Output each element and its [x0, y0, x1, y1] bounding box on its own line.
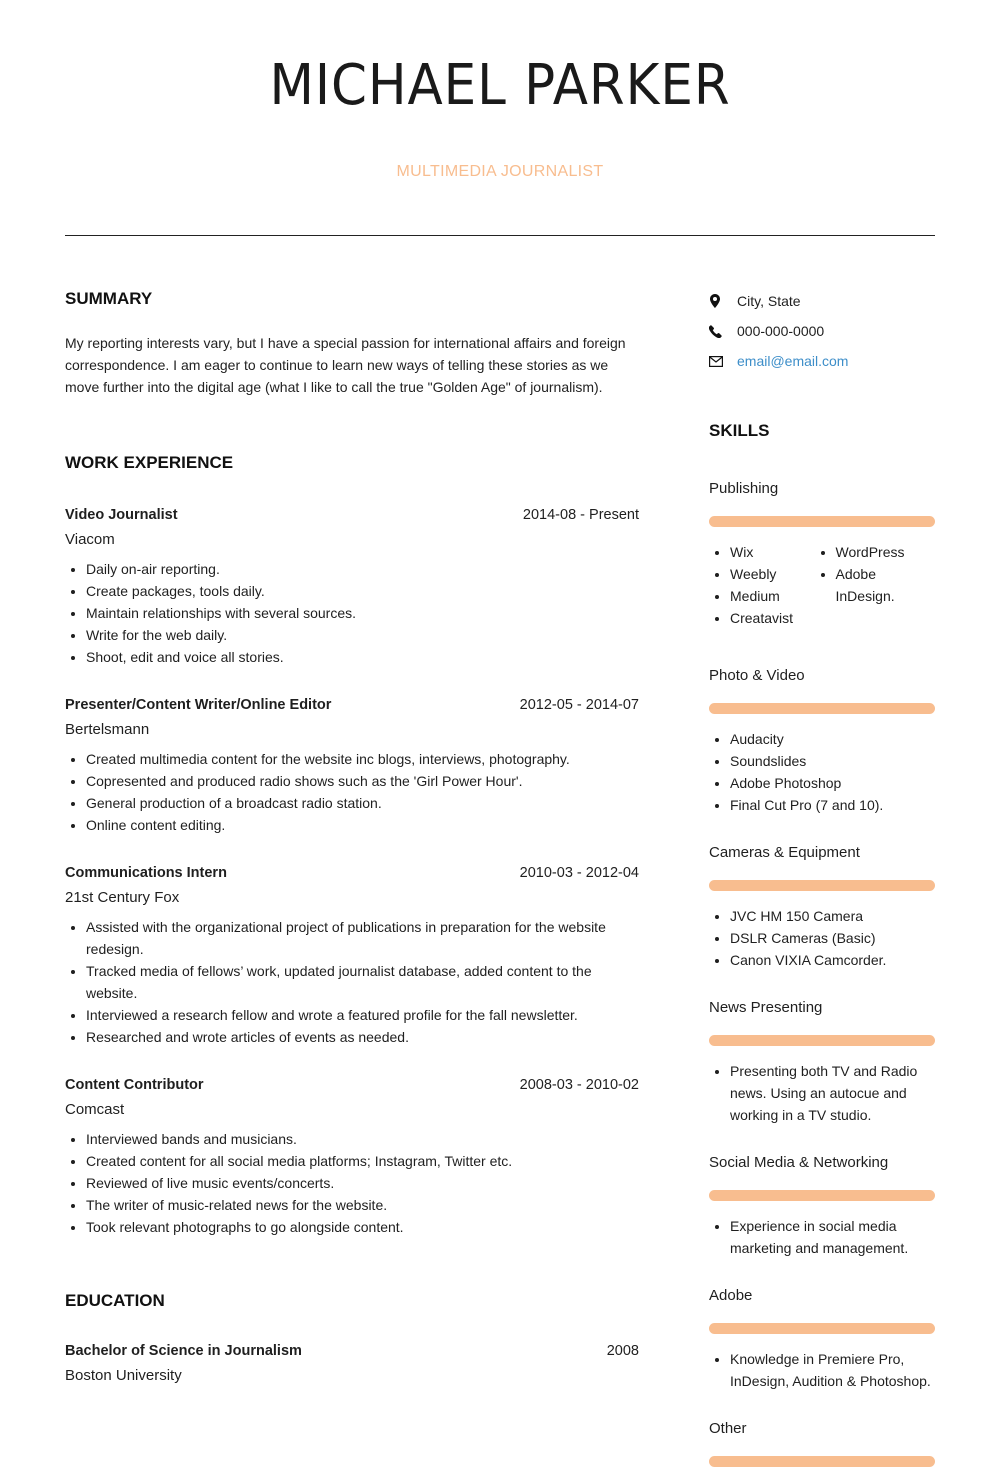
job-list — [65, 504, 639, 1238]
skill-category — [709, 997, 935, 1126]
job-dates: 2008-03 - 2010-02 — [519, 1077, 639, 1093]
school: Boston University — [65, 1367, 182, 1384]
job-bullets — [65, 916, 639, 1048]
job-bullet: • Interviewed a research fellow and wrote a featured profile for the fall newsletter. — [86, 1004, 639, 1026]
email-link[interactable]: email@email.com — [737, 353, 849, 369]
summary-heading: SUMMARY — [65, 289, 153, 308]
skill-level-bar — [709, 1456, 935, 1467]
job-dates: 2014-08 - Present — [522, 507, 639, 523]
skill-level-bar — [709, 1190, 935, 1201]
skill-level-bar — [709, 1323, 935, 1334]
skill-item: • Creatavist — [730, 607, 830, 629]
job-bullet: • Interviewed bands and musicians. — [86, 1128, 639, 1150]
skill-item: • Presenting both TV and Radio news. Using an autocue and working in a TV studio. — [730, 1060, 935, 1126]
candidate-name: MICHAEL PARKER — [269, 53, 731, 118]
skills-list — [709, 478, 935, 1467]
graduation-year: 2008 — [606, 1343, 639, 1359]
skill-item: • Final Cut Pro (7 and 10). — [730, 794, 935, 816]
skill-level-bar — [709, 703, 935, 714]
contact-location: City, State — [709, 286, 935, 316]
job-bullet: • Maintain relationships with several sources. — [86, 602, 639, 624]
skill-level-bar — [709, 1035, 935, 1046]
skill-items — [709, 1348, 935, 1392]
job-bullet: • Created content for all social media platforms; Instagram, Twitter etc. — [86, 1150, 639, 1172]
location-pin-icon — [709, 294, 737, 308]
job-dates: 2010-03 - 2012-04 — [519, 865, 639, 881]
job-bullet: • Took relevant photographs to go alongside content. — [86, 1216, 639, 1238]
job-bullets — [65, 558, 639, 668]
job-bullet: • Write for the web daily. — [86, 624, 639, 646]
skill-category — [709, 1152, 935, 1259]
job-entry — [65, 1074, 639, 1238]
job-bullet: • Assisted with the organizational project of publications in preparation for the website redesign. — [86, 916, 639, 960]
job-role: Presenter/Content Writer/Online Editor — [65, 697, 332, 713]
job-bullet: • Create packages, tools daily. — [86, 580, 639, 602]
education-entry — [65, 1340, 639, 1388]
job-bullet: • Online content editing. — [86, 814, 639, 836]
job-company: Bertelsmann — [65, 721, 150, 738]
job-role: Video Journalist — [65, 507, 178, 523]
job-title: MULTIMEDIA JOURNALIST — [396, 163, 604, 180]
main-column — [65, 288, 639, 1388]
skill-category-name: News Presenting — [709, 999, 823, 1016]
skill-items — [709, 1215, 935, 1259]
education-heading: EDUCATION — [65, 1291, 165, 1310]
job-bullets — [65, 748, 639, 836]
job-company: Viacom — [65, 531, 115, 548]
job-entry — [65, 862, 639, 1048]
job-company: Comcast — [65, 1101, 125, 1118]
degree: Bachelor of Science in Journalism — [65, 1343, 302, 1359]
skill-category — [709, 1418, 935, 1467]
job-bullet: • Tracked media of fellows’ work, updated journalist database, added content to the website. — [86, 960, 639, 1004]
skill-category-name: Photo & Video — [709, 667, 805, 684]
skill-items — [709, 1060, 935, 1126]
skill-items — [709, 728, 935, 816]
skill-item: • Knowledge in Premiere Pro, InDesign, Audition & Photoshop. — [730, 1348, 935, 1392]
skill-item: • Adobe Photoshop — [730, 772, 935, 794]
job-bullet: • Reviewed of live music events/concerts. — [86, 1172, 639, 1194]
job-company: 21st Century Fox — [65, 889, 180, 906]
skill-category-name: Cameras & Equipment — [709, 844, 860, 861]
job-bullet: • Shoot, edit and voice all stories. — [86, 646, 639, 668]
skill-category-name: Other — [709, 1420, 747, 1437]
job-role: Communications Intern — [65, 865, 227, 881]
skill-item: • Weebly — [730, 563, 830, 585]
skill-item: • WordPress — [836, 541, 936, 563]
job-dates: 2012-05 - 2014-07 — [519, 697, 639, 713]
phone-icon — [709, 325, 737, 338]
skill-category — [709, 1285, 935, 1392]
skill-category-name: Publishing — [709, 480, 779, 497]
skill-category — [709, 842, 935, 971]
job-bullet: • Researched and wrote articles of events as needed. — [86, 1026, 639, 1048]
job-bullet: • The writer of music-related news for the website. — [86, 1194, 639, 1216]
job-role: Content Contributor — [65, 1077, 204, 1093]
skill-item: • JVC HM 150 Camera — [730, 905, 935, 927]
job-entry — [65, 504, 639, 668]
skill-item: • Audacity — [730, 728, 935, 750]
skill-category-name: Adobe — [709, 1287, 753, 1304]
skill-items — [709, 541, 935, 629]
side-column — [709, 286, 935, 1467]
summary-text: My reporting interests vary, but I have a special passion for international affairs and foreign correspondence. I am eager to continue to learn new ways of telling these stories as we move further into the digital age (what I like to call the true "Golden Age" of journalism). — [65, 335, 626, 395]
job-bullet: • Copresented and produced radio shows such as the 'Girl Power Hour'. — [86, 770, 639, 792]
work-experience-heading: WORK EXPERIENCE — [65, 453, 234, 472]
skill-item: • Canon VIXIA Camcorder. — [730, 949, 935, 971]
job-bullet: • Daily on-air reporting. — [86, 558, 639, 580]
skill-item: • Experience in social media marketing and management. — [730, 1215, 935, 1259]
skill-category — [709, 478, 935, 629]
job-bullets — [65, 1128, 639, 1238]
skills-heading: SKILLS — [709, 421, 770, 440]
skill-item: • Medium — [730, 585, 830, 607]
contact-email[interactable] — [709, 346, 935, 376]
skill-items — [709, 905, 935, 971]
skill-item: • Adobe InDesign. — [836, 563, 936, 607]
header-divider — [65, 235, 935, 236]
job-entry — [65, 694, 639, 836]
skill-item: • Soundslides — [730, 750, 935, 772]
skill-category — [709, 665, 935, 816]
skill-item: • Wix — [730, 541, 830, 563]
skill-level-bar — [709, 516, 935, 527]
job-bullet: • Created multimedia content for the website inc blogs, interviews, photography. — [86, 748, 639, 770]
skill-level-bar — [709, 880, 935, 891]
skill-category-name: Social Media & Networking — [709, 1154, 889, 1171]
contact-phone: 000-000-0000 — [709, 316, 935, 346]
envelope-icon — [709, 356, 737, 367]
job-bullet: • General production of a broadcast radio station. — [86, 792, 639, 814]
skill-item: • DSLR Cameras (Basic) — [730, 927, 935, 949]
